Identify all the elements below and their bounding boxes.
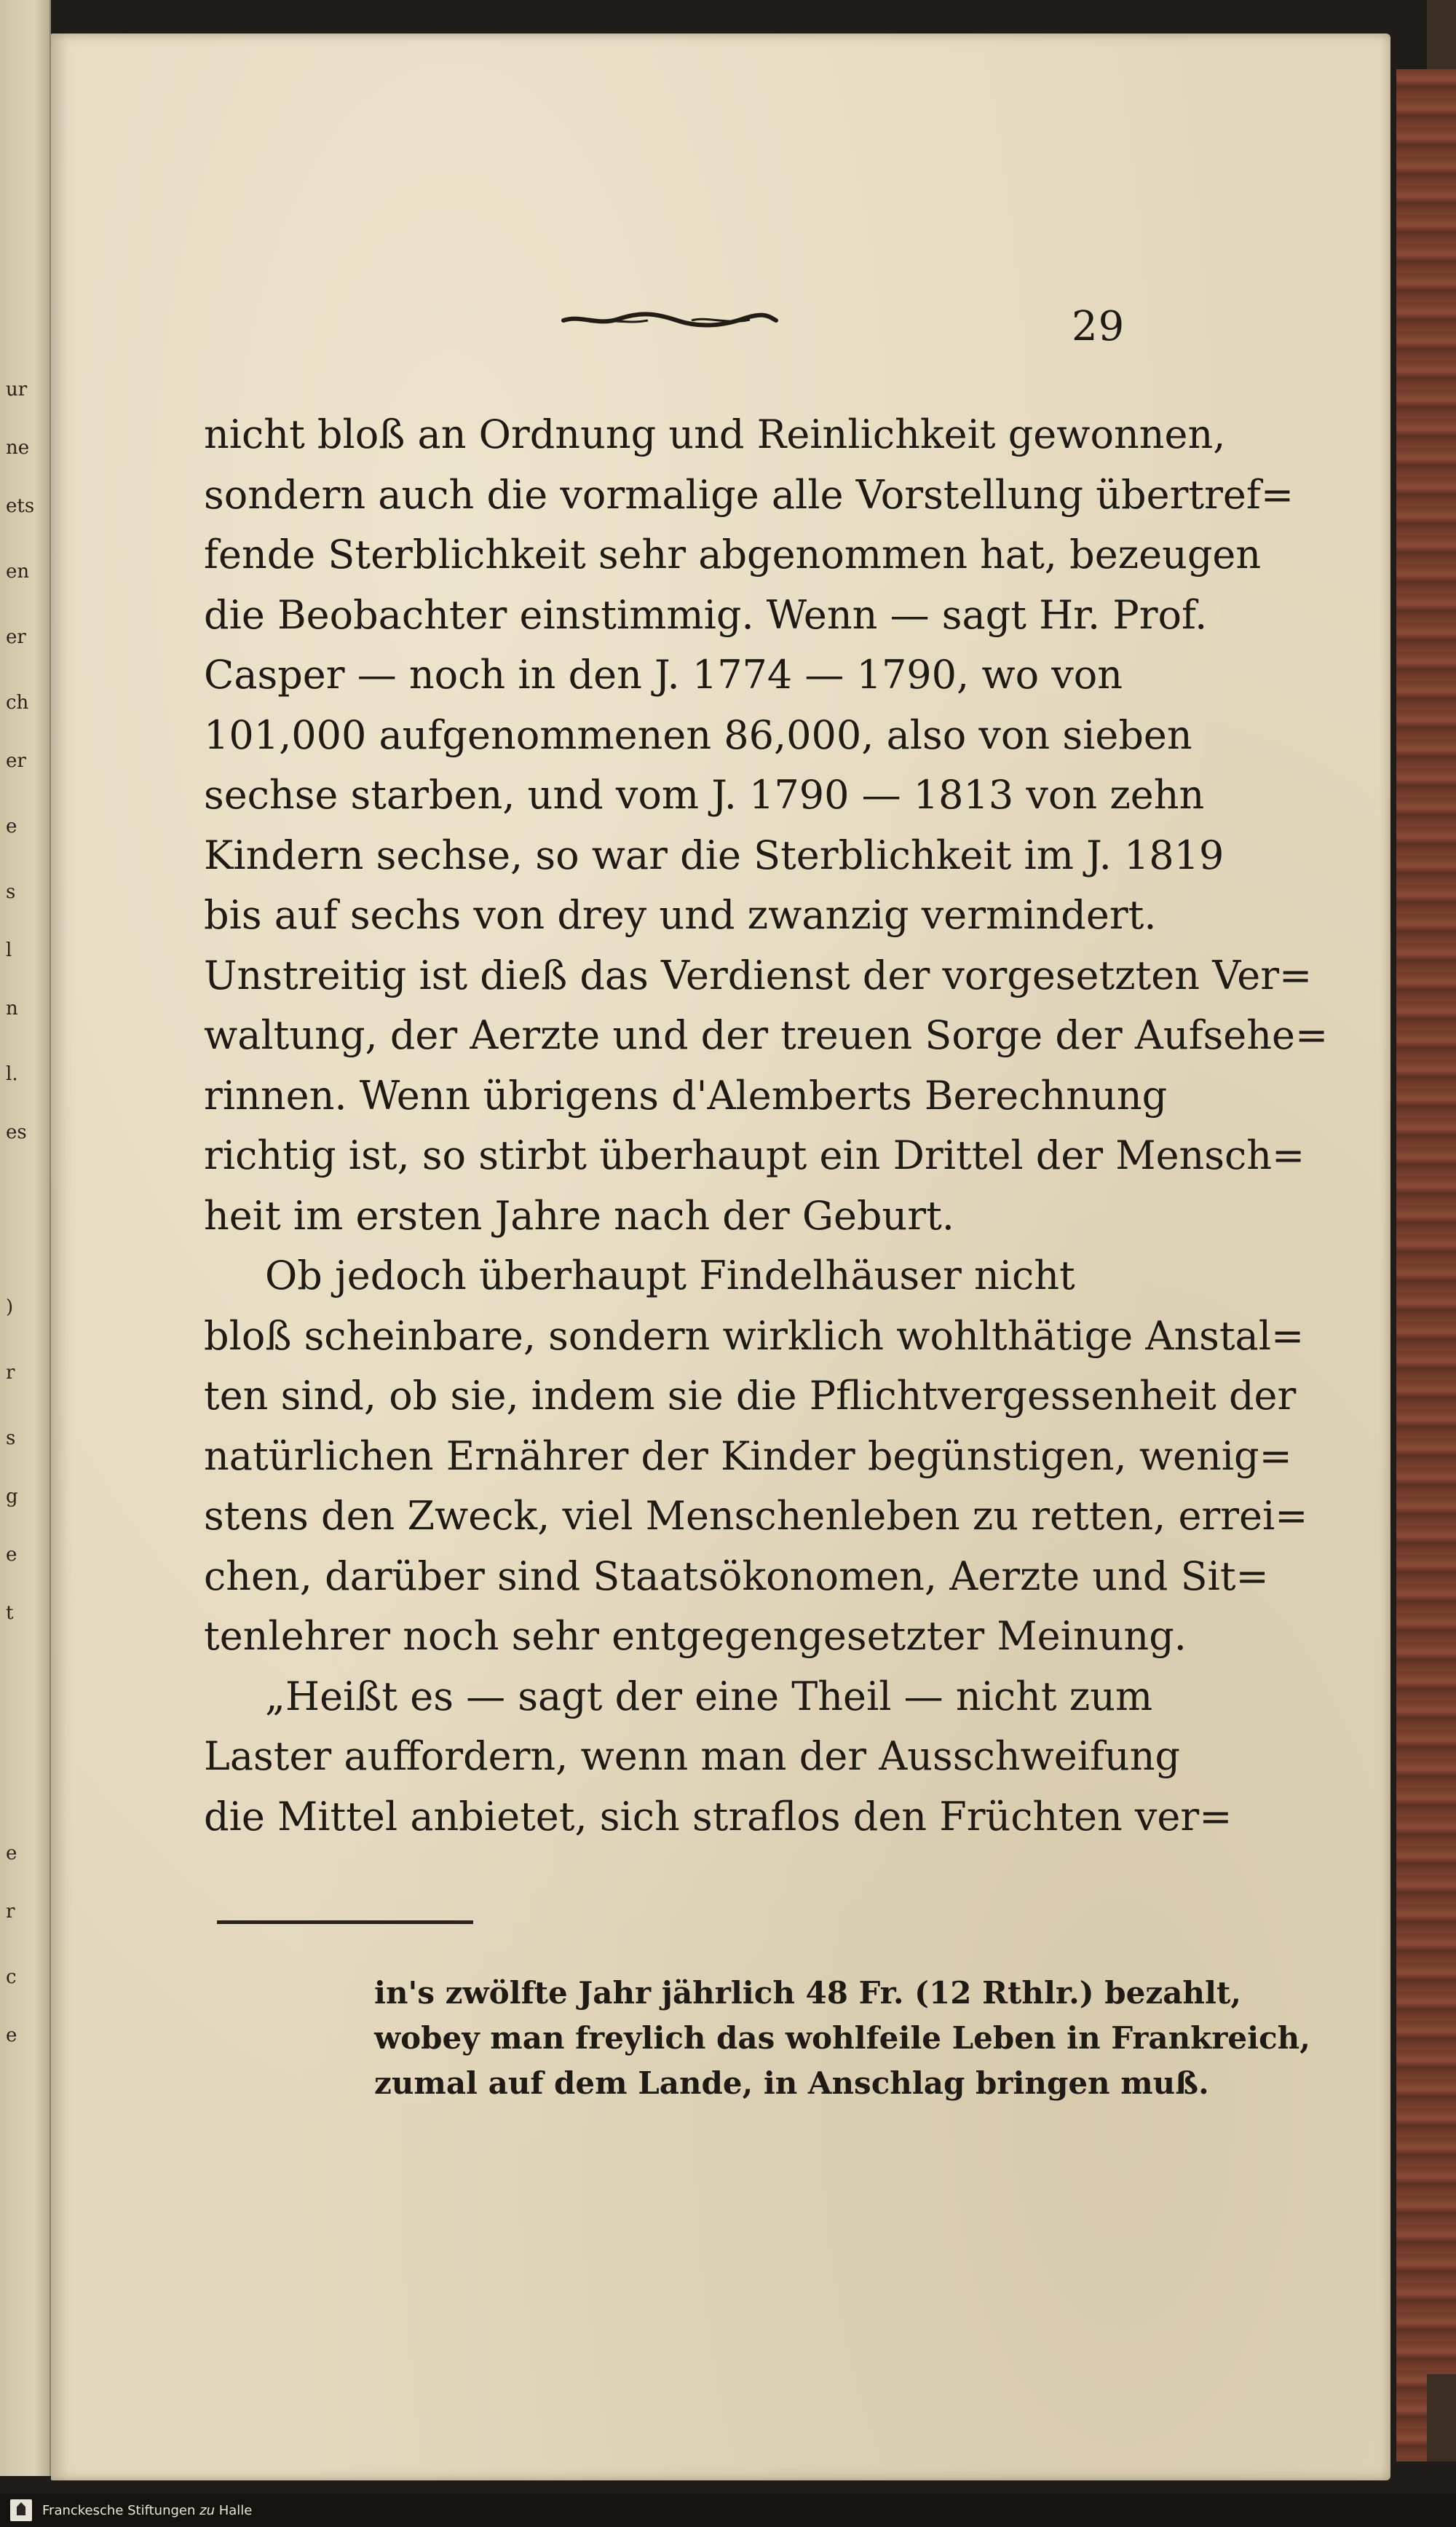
text-line: bis auf sechs von drey und zwanzig vermindert.: [204, 892, 1157, 938]
left-page-fragment: es: [6, 1121, 27, 1143]
page-number: 29: [1072, 303, 1125, 350]
book-page: [51, 33, 1390, 2480]
footnote-line: wobey man freylich das wohlfeile Leben in Frankreich,: [374, 2020, 1310, 2056]
text-line: Laster auffordern, wenn man der Ausschweifung: [204, 1733, 1181, 1779]
footnote-line: zumal auf dem Lande, in Anschlag bringen muß.: [374, 2065, 1209, 2101]
left-page-fragment: en: [6, 561, 30, 583]
left-page-fragment: e: [6, 1544, 17, 1566]
text-line: Unstreitig ist dieß das Verdienst der vorgesetzten Ver=: [204, 952, 1313, 998]
archive-credit-italic: zu: [199, 2503, 215, 2518]
archive-footer: [0, 2494, 1456, 2527]
archive-credit-suffix: Halle: [218, 2503, 253, 2518]
left-page-fragment: ur: [6, 379, 28, 401]
text-line: heit im ersten Jahre nach der Geburt.: [204, 1192, 954, 1239]
text-line: chen, darüber sind Staatsökonomen, Aerzte und Sit=: [204, 1553, 1269, 1599]
body-text: [204, 405, 1329, 1847]
text-line: Ob jedoch überhaupt Findelhäuser nicht: [265, 1253, 1075, 1298]
text-line: rinnen. Wenn übrigens d'Alemberts Berechnung: [204, 1072, 1168, 1119]
text-line: die Beobachter einstimmig. Wenn — sagt Hr. Prof.: [204, 591, 1208, 638]
book-edge: [1396, 69, 1456, 2461]
left-page-fragment: n: [6, 998, 18, 1020]
text-line: 101,000 aufgenommenen 86,000, also von sieben: [204, 711, 1192, 758]
text-line: die Mittel anbietet, sich straflos den Früchten ver=: [204, 1793, 1233, 1840]
left-page-fragment: g: [6, 1486, 18, 1507]
text-line: sondern auch die vormalige alle Vorstellung übertref=: [204, 471, 1294, 518]
left-page-fragment: e: [6, 816, 17, 837]
left-page-fragment: r: [6, 1362, 15, 1384]
text-line: waltung, der Aerzte und der treuen Sorge der Aufsehe=: [204, 1012, 1329, 1058]
left-page-fragment: l: [6, 939, 12, 961]
left-page-fragment: e: [6, 1842, 17, 1864]
left-page-fragment: c: [6, 1966, 17, 1988]
text-line: „Heißt es — sagt der eine Theil — nicht zum: [265, 1673, 1153, 1719]
left-page-fragment: ): [6, 1296, 14, 1318]
left-page-fragment: er: [6, 626, 26, 648]
left-page-fragment: e: [6, 2025, 17, 2046]
text-line: richtig ist, so stirbt überhaupt ein Drittel der Mensch=: [204, 1132, 1305, 1178]
left-page-fragment: t: [6, 1602, 14, 1624]
left-page-fragment: er: [6, 750, 26, 772]
decorative-flourish-icon: [561, 309, 779, 331]
book-edge-top: [1427, 0, 1456, 73]
text-line: sechse starben, und vom J. 1790 — 1813 von zehn: [204, 772, 1205, 818]
archive-logo-icon: [10, 2499, 32, 2521]
left-page-fragment: ets: [6, 495, 35, 517]
text-line: bloß scheinbare, sondern wirklich wohlthätige Anstal=: [204, 1312, 1305, 1359]
left-page-fragment: s: [6, 1427, 16, 1449]
left-page-fragment: l.: [6, 1063, 18, 1085]
archive-credit-prefix: Franckesche Stiftungen: [42, 2503, 196, 2518]
footnote: [374, 1971, 1310, 2106]
text-line: nicht bloß an Ordnung und Reinlichkeit gewonnen,: [204, 411, 1226, 457]
text-line: stens den Zweck, viel Menschenleben zu retten, errei=: [204, 1493, 1308, 1539]
left-page-sliver: [0, 0, 51, 2476]
archive-credit: [42, 2503, 252, 2518]
footnote-line: in's zwölfte Jahr jährlich 48 Fr. (12 Rthlr.) bezahlt,: [374, 1975, 1241, 2011]
text-line: ten sind, ob sie, indem sie die Pflichtvergessenheit der: [204, 1373, 1297, 1419]
text-line: fende Sterblichkeit sehr abgenommen hat, bezeugen: [204, 532, 1262, 577]
left-page-fragment: ne: [6, 437, 30, 459]
text-line: tenlehrer noch sehr entgegengesetzter Meinung.: [204, 1613, 1187, 1659]
text-line: Casper — noch in den J. 1774 — 1790, wo von: [204, 652, 1123, 698]
left-page-fragment: ch: [6, 692, 29, 714]
text-line: Kindern sechse, so war die Sterblichkeit im J. 1819: [204, 832, 1224, 878]
footnote-divider: [217, 1920, 473, 1924]
text-line: natürlichen Ernährer der Kinder begünstigen, wenig=: [204, 1432, 1292, 1479]
left-page-fragment: s: [6, 881, 16, 903]
left-page-fragment: r: [6, 1901, 15, 1923]
book-edge-bottom: [1427, 2374, 1456, 2461]
